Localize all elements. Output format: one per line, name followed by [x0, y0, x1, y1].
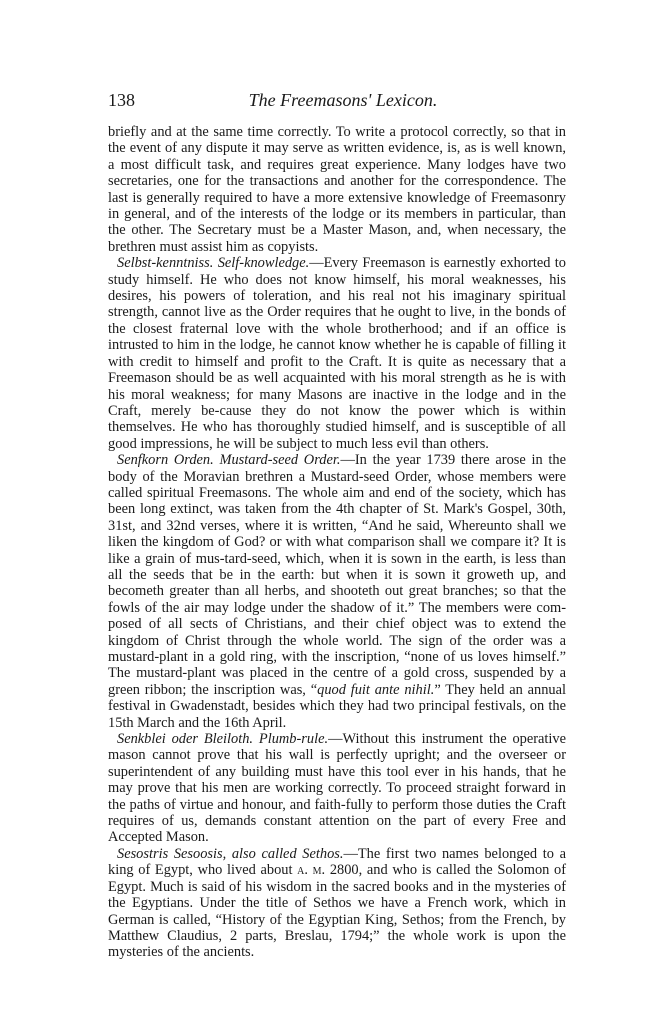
entry-senfkorn-orden: [108, 452, 566, 731]
entry-term: Senfkorn Orden.: [117, 452, 214, 469]
page-number: 138: [108, 90, 135, 110]
entry-text-tail: 2800, and who is called the Solomon of Egypt. Much is said of his wisdom in the sacred books and in the mysteries of the Egyptians. Under the title of Sethos we have a French work, which in German is called, “History of the Egyptian King, Sethos; from the French, by Matthew Claudius, 2 parts, Breslau, 1794;” the whole work is upon the mysteries of the ancients.: [108, 862, 566, 961]
entry-term: Senkblei oder Bleiloth.: [117, 731, 254, 748]
paragraph-secretary-continued: [108, 124, 566, 255]
entry-text-tail: ” They held an annual festival in Gwadenstadt, besides which they had two principal festivals, on the 15th March and the 16th April.: [108, 681, 566, 731]
entry-gloss: Plumb-rule.: [258, 731, 329, 748]
entry-senkblei: [108, 731, 566, 846]
body-text: [108, 124, 566, 961]
paragraph-text: briefly and at the same time correctly. To write a protocol correctly, so that in the event of any dispute it may serve as written evidence, is, as is well known, a most difficult task, and requires great experience. Many lodges have two secretaries, one for the transactions and another for the correspondence. The last is generally required to have a more extensive knowledge of Freemasonry in general, and of the interests of the lodge or its members in particular, than the other. The Secretary must be a Master Mason, and, when necessary, the brethren must assist him as copyists.: [108, 124, 566, 255]
entry-sesostris: [108, 846, 566, 961]
entry-selbst-kenntniss: [108, 255, 566, 452]
running-title: The Freemasons' Lexicon.: [248, 90, 438, 110]
latin-inscription: quod fuit ante nihil.: [317, 681, 435, 698]
entry-term: Sesostris Sesoosis, also called Sethos.: [117, 845, 344, 862]
entry-text: —Without this instrument the operative mason cannot prove that his wall is perfectly upright; and the overseer or superintendent of any building must have this tool ever in his hands, that he may prove that his men are working correctly. To proceed straight forward in the paths of virtue and honour, and faith-fully to perform those duties the Craft requires of us, demands constant attention on the part of every Free and Accepted Mason.: [108, 731, 566, 846]
era-abbreviation: a. m.: [297, 862, 326, 879]
entry-term: Selbst-kenntniss.: [117, 255, 214, 272]
entry-text: —The first two names belonged to a king of Egypt, who lived about: [108, 845, 566, 879]
entry-text: —Every Freemason is earnestly exhorted to study himself. He who does not know himself, his moral weaknesses, his desires, his powers of toleration, and his real not his imaginary spiritual strength, cannot live as the Order requires that he ought to live, in the bonds of the closest fraternal love with the whole brotherhood; and if an office is intrusted to him in the lodge, he cannot know whether he is capable of filling it with credit to himself and profit to the Craft. It is quite as necessary that a Freemason should be as well acquainted with his moral strength as he is with his moral weakness; for many Masons are inactive in the lodge and in the Craft, merely be-cause they do not know the power which is within themselves. He who has thoroughly studied himself, and is susceptible of all good impressions, he will be subject to much less evil than others.: [108, 255, 566, 452]
page-header: [108, 90, 578, 114]
entry-gloss: Self-knowledge.: [217, 255, 310, 272]
entry-text: —In the year 1739 there arose in the body of the Moravian brethren a Mustard-seed Order, whose members were called spiritual Freemasons. The whole aim and end of the society, which has been long extinct, was taken from the 4th chapter of St. Mark's Gospel, 30th, 31st, and 32nd verses, where it is written, “And he said, Whereunto shall we liken the kingdom of God? or with what comparison shall we compare it? It is like a grain of mus-tard-seed, which, when it is sown in the earth, is less than all the seeds that be in the earth: but when it is sown it groweth up, and becometh greater than all herbs, and shooteth out great branches; so that the fowls of the air may lodge under the shadow of it.” The members were com-posed of all sects of Christians, and their chief object was to extend the kingdom of Christ through the whole world. The sign of the order was a mustard-plant in a gold ring, with the inscription, “none of us loves himself.” The mustard-plant was placed in the centre of a gold cross, suspended by a green ribbon; the inscription was, “: [108, 452, 566, 698]
entry-gloss: Mustard-seed Order.: [219, 452, 341, 469]
